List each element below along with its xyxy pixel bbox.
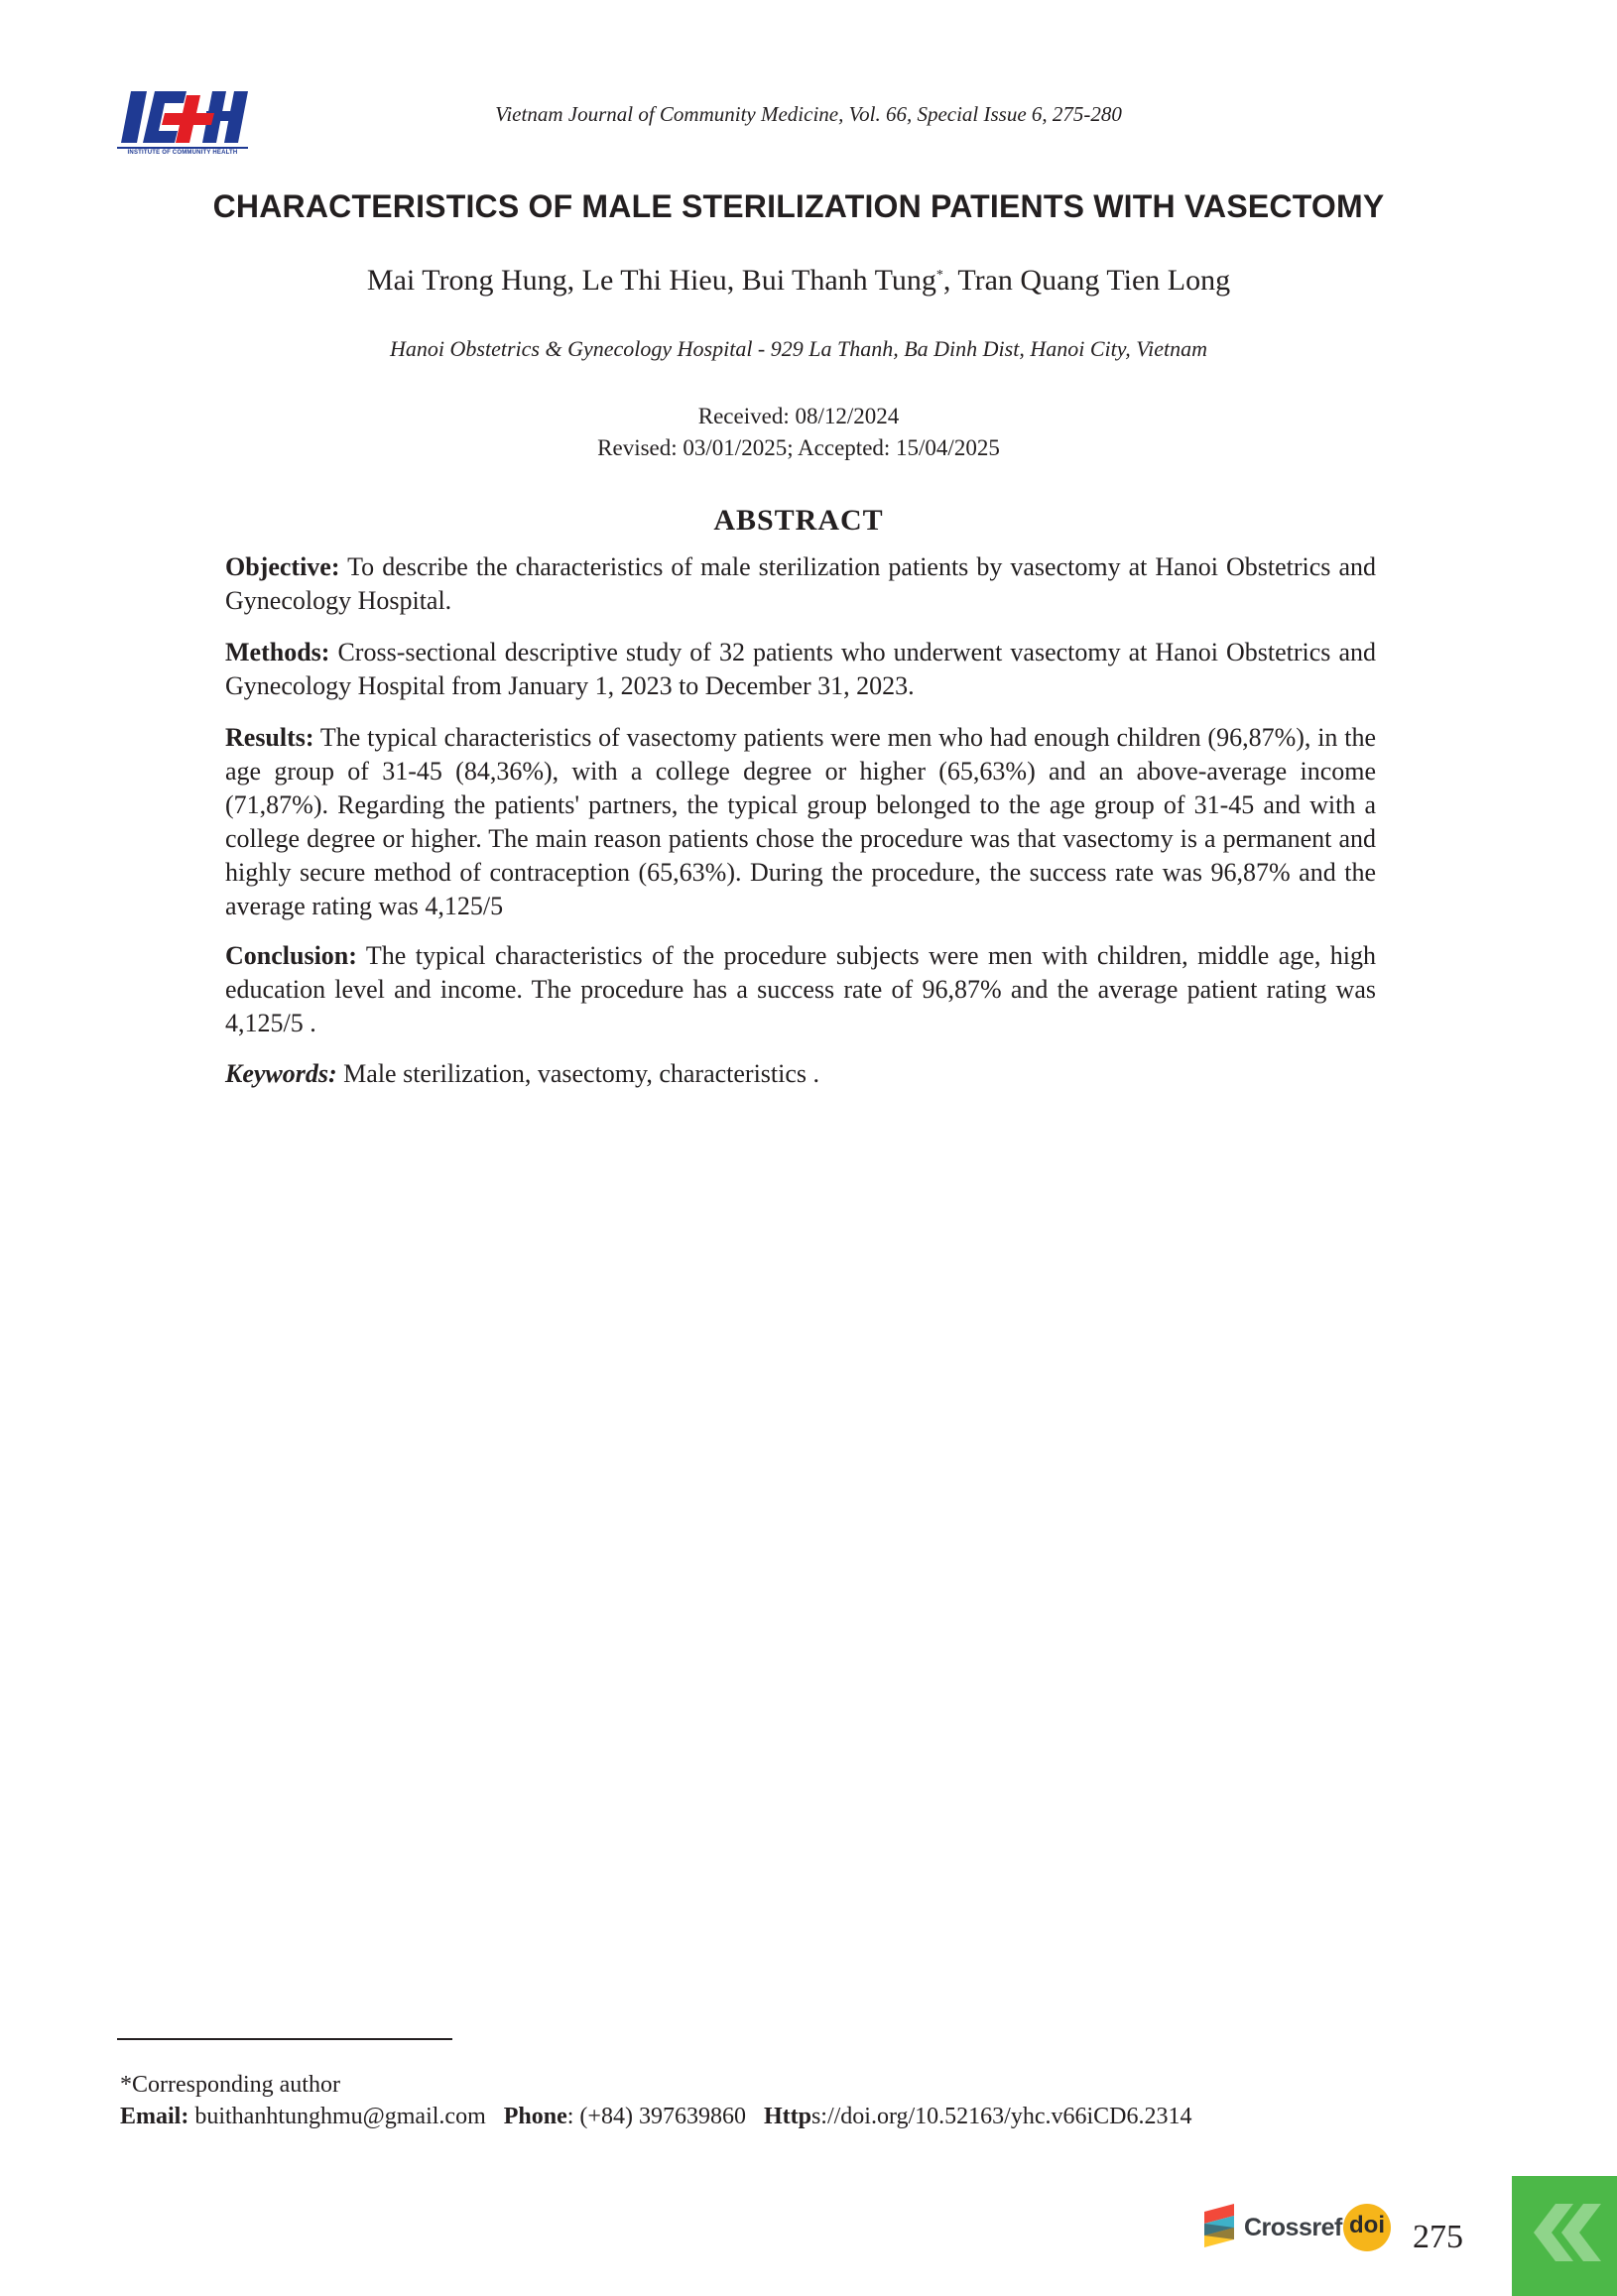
page-number: 275 <box>1413 2219 1463 2255</box>
keywords-label: Keywords: <box>225 1059 337 1088</box>
doi-label: Http <box>763 2104 811 2129</box>
email-label: Email: <box>120 2104 189 2129</box>
corresponding-author-note: *Corresponding author <box>120 2072 340 2098</box>
received-date: Received: 08/12/2024 <box>697 404 900 428</box>
abstract-objective <box>225 550 1376 618</box>
page-corner-tab <box>1512 2176 1617 2296</box>
keywords-text: Male sterilization, vasectomy, characteristics . <box>336 1059 820 1088</box>
conclusion-text: The typical characteristics of the procedure subjects were men with children, middle age, high education level and income. The procedure has a success rate of 96,87% and the average patient rating was 4,125/5 . <box>225 941 1376 1037</box>
results-label: Results: <box>225 723 314 752</box>
author-list <box>149 264 1448 298</box>
methods-label: Methods: <box>225 638 330 666</box>
objective-label: Objective: <box>225 552 340 581</box>
abstract-heading: ABSTRACT <box>713 504 884 537</box>
conclusion-label: Conclusion: <box>225 941 357 970</box>
objective-text: To describe the characteristics of male sterilization patients by vasectomy at Hanoi Obstetrics and Gynecology Hospital. <box>225 552 1376 615</box>
logo-caption: INSTITUTE OF COMMUNITY HEALTH <box>127 150 238 156</box>
crossref-logo-icon <box>1204 2204 1238 2251</box>
doi-link[interactable]: s://doi.org/10.52163/yhc.v66iCD6.2314 <box>810 2104 1192 2129</box>
phone-number: : (+84) 397639860 <box>566 2104 746 2129</box>
doi-badge: doi <box>1343 2204 1391 2251</box>
revised-accepted-date: Revised: 03/01/2025; Accepted: 15/04/2025 <box>597 435 1000 460</box>
double-chevron-left-icon <box>1522 2204 1605 2261</box>
email-address[interactable]: buithanhtunghmu@gmail.com <box>188 2104 486 2129</box>
footnote-divider <box>117 2038 452 2040</box>
authors-last: , Tran Quang Tien Long <box>942 264 1231 297</box>
journal-citation: Vietnam Journal of Community Medicine, Vol. 66, Special Issue 6, 275-280 <box>495 102 1122 126</box>
abstract-results <box>225 721 1376 923</box>
methods-text: Cross-sectional descriptive study of 32 patients who underwent vasectomy at Hanoi Obstetrics and Gynecology Hospital from January 1, 2023 to December 31, 2023. <box>225 638 1376 700</box>
abstract-keywords <box>225 1057 1376 1091</box>
abstract-methods <box>225 636 1376 703</box>
article-title: CHARACTERISTICS OF MALE STERILIZATION PATIENTS WITH VASECTOMY <box>212 188 1385 224</box>
authors-primary: Mai Trong Hung, Le Thi Hieu, Bui Thanh Tung <box>366 264 936 297</box>
corresponding-mark: * <box>935 268 943 283</box>
phone-label: Phone <box>503 2104 567 2129</box>
abstract-conclusion <box>225 939 1376 1040</box>
affiliation: Hanoi Obstetrics & Gynecology Hospital - 929 La Thanh, Ba Dinh Dist, Hanoi City, Vietnam <box>390 336 1207 361</box>
crossref-label: Crossref <box>1244 2214 1342 2241</box>
crossref-badge[interactable] <box>1204 2204 1389 2253</box>
results-text: The typical characteristics of vasectomy patients were men who had enough children (96,87%), in the age group of 31-45 (84,36%), with a college degree or higher (65,63%) and an above-average income (71,87%). Regarding the patients' partners, the typical group belonged to the age group of 31-45 and with a college degree or higher. The main reason patients chose the procedure was that vasectomy is a permanent and highly secure method of contraception (65,63%). During the procedure, the success rate was 96,87% and the average rating was 4,125/5 <box>225 723 1376 920</box>
contact-line <box>120 2104 1192 2130</box>
